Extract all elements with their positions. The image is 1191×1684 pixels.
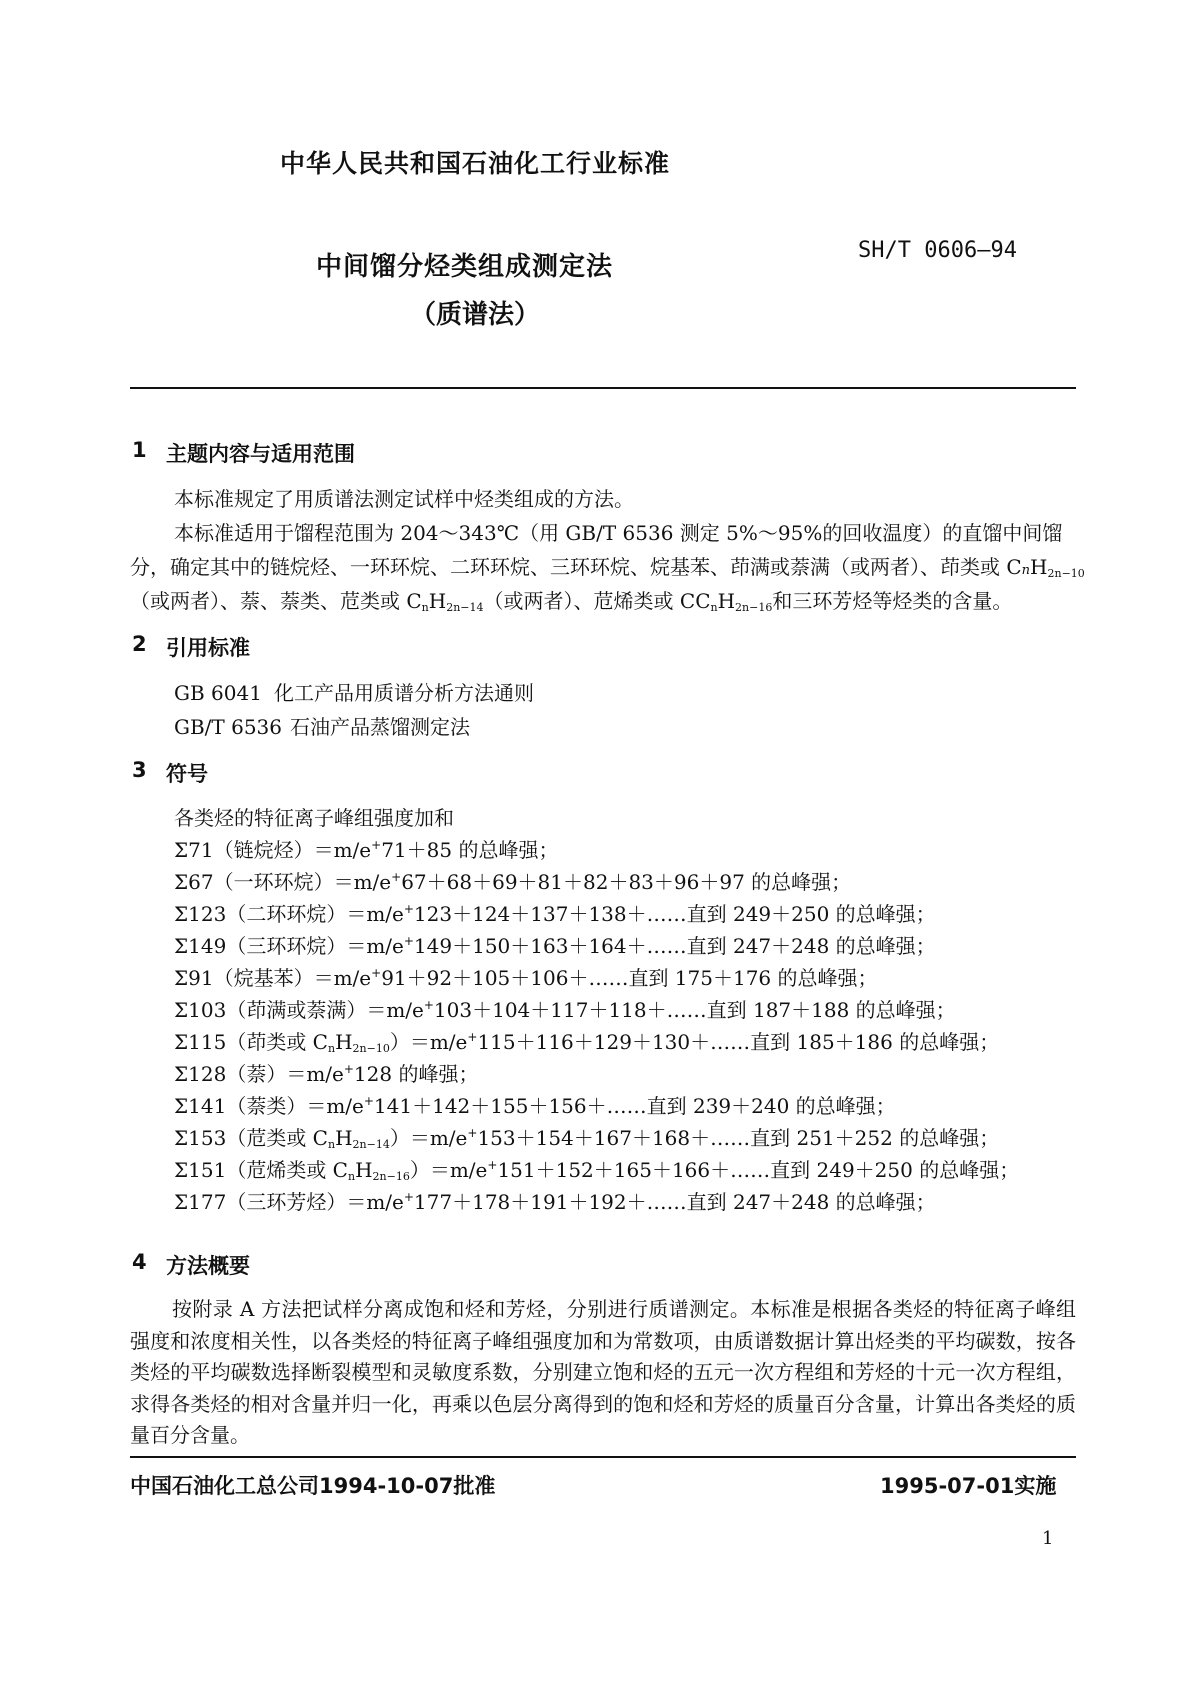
section2-number: 2 — [132, 632, 147, 656]
symbol-123: Σ123（二环环烷）＝m/e+123＋124＋137＋138＋……直到 249＋250 的总峰强； — [174, 902, 936, 926]
symbol-151: Σ151（苊烯类或 $C_nH_{2n-16})=m/e^+151+152+165+166+\dots\dots$直到 249＋250 的总峰强； — [174, 1158, 1020, 1183]
symbol-115: Σ115（茚类或 $C_nH_{2n-10})=m/e^+115+116+129+130+\dots\dots$直到 185＋186 的总峰强； — [174, 1030, 1000, 1055]
symbol-67: Σ67（一环环烷）＝m/e+67＋68＋69＋81＋82＋83＋96＋97 的总峰强； — [174, 870, 852, 894]
ref-name-1: 化工产品用质谱分析方法通则 — [274, 681, 534, 705]
section3-title: 符号 — [166, 762, 208, 786]
section4-number: 4 — [132, 1250, 147, 1274]
org-title: 中华人民共和国石油化工行业标准 — [280, 149, 671, 178]
symbol-153: Σ153（苊类或 $C_nH_{2n-14})=m/e^+153+154+167+168+\dots\dots$直到 251＋252 的总峰强； — [174, 1126, 1000, 1151]
symbols-list — [174, 803, 1019, 1219]
section2-title: 引用标准 — [166, 636, 250, 660]
ref-code-1: GB 6041 — [174, 681, 262, 705]
symbol-149: Σ149（三环环烷）＝m/e+149＋150＋163＋164＋……直到 247＋248 的总峰强； — [174, 934, 936, 958]
ref-name-2: 石油产品蒸馏测定法 — [290, 715, 470, 739]
symbol-177: Σ177（三环芳烃）＝m/e+177＋178＋191＋192＋……直到 247＋248 的总峰强； — [174, 1190, 936, 1214]
symbol-71: Σ71（链烷烃）＝m/e+71＋85 的总峰强； — [174, 838, 559, 862]
section1-p1: 本标准规定了用质谱法测定试样中烃类组成的方法。 — [174, 487, 634, 511]
section1-number: 1 — [132, 438, 147, 462]
header-rule — [130, 387, 1076, 389]
standard-code: SH/T 0606—94 — [858, 238, 1017, 263]
section1-title: 主题内容与适用范围 — [166, 442, 355, 466]
approval-text: 中国石油化工总公司1994-10-07批准 — [130, 1474, 496, 1498]
symbol-141: Σ141（萘类）＝m/e+141＋142＋155＋156＋……直到 239＋240 的总峰强； — [174, 1094, 896, 1118]
doc-subtitle: （质谱法） — [410, 300, 541, 330]
ref-code-2: GB/T 6536 — [174, 715, 283, 739]
section3-number: 3 — [132, 758, 147, 782]
page-number: 1 — [1042, 1528, 1054, 1549]
footer-rule — [130, 1456, 1076, 1458]
section1-p2-line2: 分，确定其中的链烷烃、一环环烷、二环环烷、三环环烷、烷基苯、茚满或萘满（或两者）、茚类或 CnH$_{2n-10}$ — [130, 555, 1085, 580]
symbol-128: Σ128（萘）＝m/e+128 的峰强； — [174, 1062, 479, 1086]
section4-title: 方法概要 — [166, 1254, 250, 1278]
symbols-intro: 各类烃的特征离子峰组强度加和 — [174, 806, 454, 830]
symbol-103: Σ103（茚满或萘满）＝m/e+103＋104＋117＋118＋……直到 187＋188 的总峰强； — [174, 998, 956, 1022]
effective-date: 1995-07-01实施 — [880, 1474, 1057, 1498]
section4-text: 按附录 A 方法把试样分离成饱和烃和芳烃，分别进行质谱测定。本标准是根据各类烃的特征离子峰组强度和浓度相关性，以各类烃的特征离子峰组强度加和为常数项，由质谱数据计算出烃类的平均碳数，按各类烃的平均碳数选择断裂模型和灵敏度系数，分别建立饱和烃的五元一次方程组和芳烃的十元一次方程组，求得各类烃的相对含量并归一化，再乘以色层分离得到的饱和烃和芳烃的质量百分含量，计算出各类烃的质量百分含量。 — [130, 1297, 1076, 1447]
symbol-91: Σ91（烷基苯）＝m/e+91＋92＋105＋106＋……直到 175＋176 的总峰强； — [174, 966, 878, 990]
doc-title: 中间馏分烃类组成测定法 — [316, 252, 614, 282]
section1-p2-line1: 本标准适用于馏程范围为 204～343℃（用 GB/T 6536 测定 5%～95%的回收温度）的直馏中间馏 — [174, 521, 1063, 545]
section1-p2-line3: （或两者）、萘、萘类、苊类或 $C_nH_{2n-14}$（或两者）、苊烯类或 $CC_nH_{2n-16}$和三环芳烃等烃类的含量。 — [130, 589, 1013, 614]
